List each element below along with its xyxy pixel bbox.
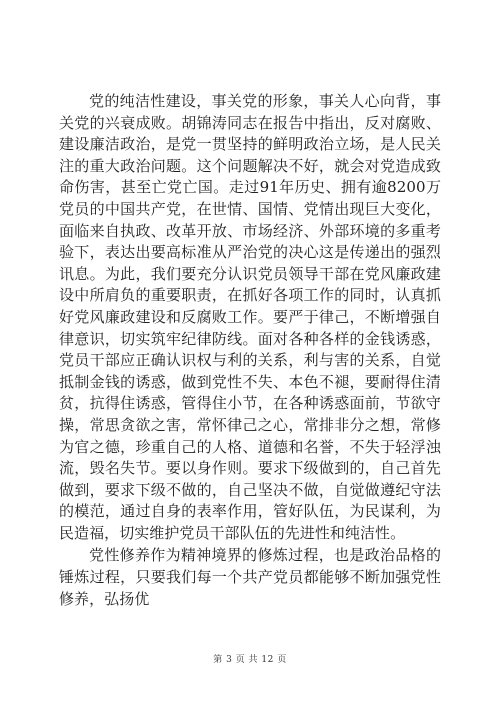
paragraph-2: 党性修养作为精神境界的修炼过程，也是政治品格的锤炼过程，只要我们每一个共产党员都能够不断加强党性修养，弘扬优 <box>59 546 441 608</box>
document-body <box>59 91 441 610</box>
page-number-footer: 第 3 页 共 12 页 <box>213 655 287 665</box>
paragraph-1: 党的纯洁性建设，事关党的形象，事关人心向背，事关党的兴衰成败。胡锦涛同志在报告中指出，反对腐败、建设廉洁政治，是党一贯坚持的鲜明政治立场，是人民关注的重大政治问题。这个问题解决不好，就会对党造成致命伤害，甚至亡党亡国。走过91年历史、拥有逾8200万党员的中国共产党，在世情、国情、党情出现巨大变化，面临来自执政、改革开放、市场经济、外部环境的多重考验下，表达出要高标准从严治党的决心这是传递出的强烈讯息。为此，我们要充分认识党员领导干部在党风廉政建设中所肩负的重要职责，在抓好各项工作的同时，认真抓好党风廉政建设和反腐败工作。要严于律己，不断增强自律意识，切实筑牢纪律防线。面对各种各样的金钱诱惑，党员干部应正确认识权与利的关系，利与害的关系，自觉抵制金钱的诱惑，做到党性不失、本色不褪，要耐得住清贫，抗得住诱惑，管得住小节，在各种诱惑面前，节欲守操，常思贪欲之害，常怀律己之心，常排非分之想，常修为官之德，珍重自己的人格、道德和名誉，不失于轻浮浊流，毁名失节。要以身作则。要求下级做到的，自己首先做到，要求下级不做的，自己坚决不做，自觉做遵纪守法的模范，通过自身的表率作用，管好队伍，为民谋利，为民造福，切实维护党员干部队伍的先进性和纯洁性。 <box>59 92 441 542</box>
